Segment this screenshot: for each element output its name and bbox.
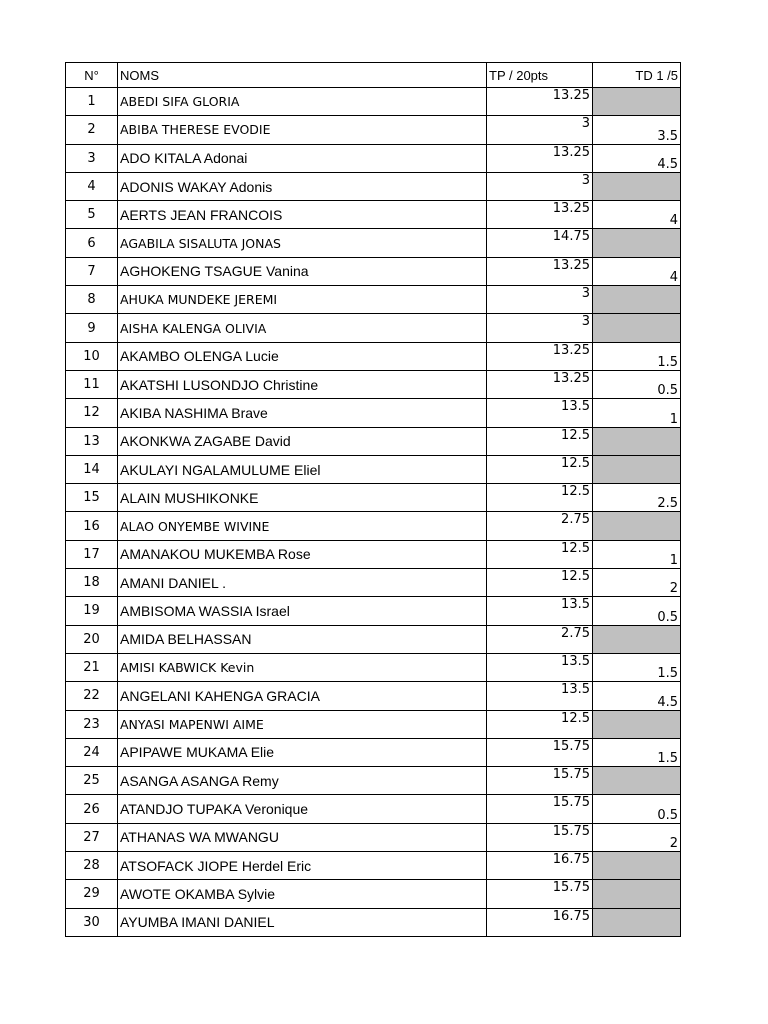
table-body [66,88,681,937]
row-number: 2 [66,116,118,144]
tp-score: 16.75 [487,908,593,936]
table-row [66,314,681,342]
table-row [66,823,681,851]
tp-score: 12.5 [487,427,593,455]
table-row [66,455,681,483]
row-number: 24 [66,738,118,766]
tp-score: 13.25 [487,88,593,116]
tp-score: 13.5 [487,682,593,710]
row-number: 27 [66,823,118,851]
tp-score: 15.75 [487,738,593,766]
td-score-empty [593,908,681,936]
table-row [66,852,681,880]
table-row [66,257,681,285]
td-score-empty [593,427,681,455]
tp-score: 13.25 [487,342,593,370]
table-row [66,88,681,116]
tp-score: 3 [487,172,593,200]
tp-score: 15.75 [487,823,593,851]
student-name: ALAO ONYEMBE WIVINE [118,512,487,540]
table-row [66,767,681,795]
row-number: 16 [66,512,118,540]
student-name: AKIBA NASHIMA Brave [118,399,487,427]
student-name: AMANI DANIEL . [118,569,487,597]
td-score: 0.5 [593,370,681,398]
student-name: ATANDJO TUPAKA Veronique [118,795,487,823]
table-row [66,540,681,568]
td-score: 0.5 [593,597,681,625]
row-number: 3 [66,144,118,172]
student-name: ABIBA THERESE EVODIE [118,116,487,144]
row-number: 29 [66,880,118,908]
table-row [66,144,681,172]
tp-score: 3 [487,286,593,314]
table-row [66,399,681,427]
tp-score: 13.5 [487,597,593,625]
table-row [66,795,681,823]
td-score-empty [593,852,681,880]
td-score: 2.5 [593,484,681,512]
table-row [66,342,681,370]
student-name: AMANAKOU MUKEMBA Rose [118,540,487,568]
student-name: AKATSHI LUSONDJO Christine [118,370,487,398]
row-number: 4 [66,172,118,200]
tp-score: 13.25 [487,144,593,172]
student-name: AKAMBO OLENGA Lucie [118,342,487,370]
td-score-empty [593,455,681,483]
student-name: AGHOKENG TSAGUE Vanina [118,257,487,285]
row-number: 18 [66,569,118,597]
student-name: AHUKA MUNDEKE JEREMI [118,286,487,314]
tp-score: 15.75 [487,880,593,908]
row-number: 10 [66,342,118,370]
student-name: APIPAWE MUKAMA Elie [118,738,487,766]
td-score: 1.5 [593,342,681,370]
grades-table [65,62,681,937]
tp-score: 13.25 [487,370,593,398]
td-score-empty [593,314,681,342]
row-number: 21 [66,653,118,681]
td-score-empty [593,88,681,116]
tp-score: 12.5 [487,455,593,483]
tp-score: 3 [487,116,593,144]
student-name: AYUMBA IMANI DANIEL [118,908,487,936]
td-score: 1.5 [593,738,681,766]
row-number: 1 [66,88,118,116]
table-row [66,229,681,257]
student-name: ASANGA ASANGA Remy [118,767,487,795]
td-score: 2 [593,569,681,597]
tp-score: 12.5 [487,540,593,568]
tp-score: 16.75 [487,852,593,880]
table-row [66,597,681,625]
student-name: AISHA KALENGA OLIVIA [118,314,487,342]
table-row [66,512,681,540]
row-number: 20 [66,625,118,653]
td-score-empty [593,625,681,653]
table-row [66,201,681,229]
table-row [66,710,681,738]
student-name: AMBISOMA WASSIA Israel [118,597,487,625]
td-score: 4 [593,201,681,229]
tp-score: 13.5 [487,399,593,427]
tp-score: 3 [487,314,593,342]
table-row [66,682,681,710]
td-score: 1 [593,540,681,568]
header-td-score: TD 1 /5 [593,63,681,88]
td-score-empty [593,512,681,540]
header-number: N° [66,63,118,88]
row-number: 6 [66,229,118,257]
td-score: 4.5 [593,144,681,172]
table-row [66,880,681,908]
row-number: 23 [66,710,118,738]
student-name: AMISI KABWICK Kevin [118,653,487,681]
table-row [66,427,681,455]
tp-score: 2.75 [487,512,593,540]
student-name: AMIDA BELHASSAN [118,625,487,653]
row-number: 17 [66,540,118,568]
student-name: ADONIS WAKAY Adonis [118,172,487,200]
table-row [66,370,681,398]
row-number: 5 [66,201,118,229]
tp-score: 12.5 [487,710,593,738]
td-score: 1.5 [593,653,681,681]
row-number: 19 [66,597,118,625]
tp-score: 15.75 [487,767,593,795]
row-number: 9 [66,314,118,342]
table-row [66,738,681,766]
row-number: 28 [66,852,118,880]
student-name: ALAIN MUSHIKONKE [118,484,487,512]
row-number: 26 [66,795,118,823]
student-name: ATHANAS WA MWANGU [118,823,487,851]
header-names: NOMS [118,63,487,88]
student-name: AGABILA SISALUTA JONAS [118,229,487,257]
student-name: AKULAYI NGALAMULUME Eliel [118,455,487,483]
table-row [66,625,681,653]
table-header [66,63,681,88]
row-number: 22 [66,682,118,710]
row-number: 11 [66,370,118,398]
table-row [66,908,681,936]
td-score: 4.5 [593,682,681,710]
student-name: AERTS JEAN FRANCOIS [118,201,487,229]
student-name: ANGELANI KAHENGA GRACIA [118,682,487,710]
tp-score: 12.5 [487,484,593,512]
td-score: 4 [593,257,681,285]
td-score-empty [593,172,681,200]
tp-score: 13.25 [487,257,593,285]
row-number: 7 [66,257,118,285]
student-name: ADO KITALA Adonai [118,144,487,172]
student-name: ANYASI MAPENWI AIME [118,710,487,738]
td-score-empty [593,880,681,908]
tp-score: 13.5 [487,653,593,681]
tp-score: 14.75 [487,229,593,257]
td-score: 2 [593,823,681,851]
header-tp-score: TP / 20pts [487,63,593,88]
table-row [66,484,681,512]
student-name: AWOTE OKAMBA Sylvie [118,880,487,908]
table-row [66,172,681,200]
tp-score: 15.75 [487,795,593,823]
tp-score: 13.25 [487,201,593,229]
td-score-empty [593,286,681,314]
table-row [66,653,681,681]
row-number: 25 [66,767,118,795]
td-score: 1 [593,399,681,427]
student-name: AKONKWA ZAGABE David [118,427,487,455]
row-number: 30 [66,908,118,936]
td-score-empty [593,767,681,795]
tp-score: 2.75 [487,625,593,653]
td-score-empty [593,710,681,738]
row-number: 14 [66,455,118,483]
table-row [66,286,681,314]
td-score-empty [593,229,681,257]
table-row [66,116,681,144]
row-number: 13 [66,427,118,455]
tp-score: 12.5 [487,569,593,597]
student-name: ABEDI SIFA GLORIA [118,88,487,116]
row-number: 12 [66,399,118,427]
td-score: 3.5 [593,116,681,144]
header-row [66,63,681,88]
row-number: 8 [66,286,118,314]
row-number: 15 [66,484,118,512]
td-score: 0.5 [593,795,681,823]
student-name: ATSOFACK JIOPE Herdel Eric [118,852,487,880]
table-row [66,569,681,597]
